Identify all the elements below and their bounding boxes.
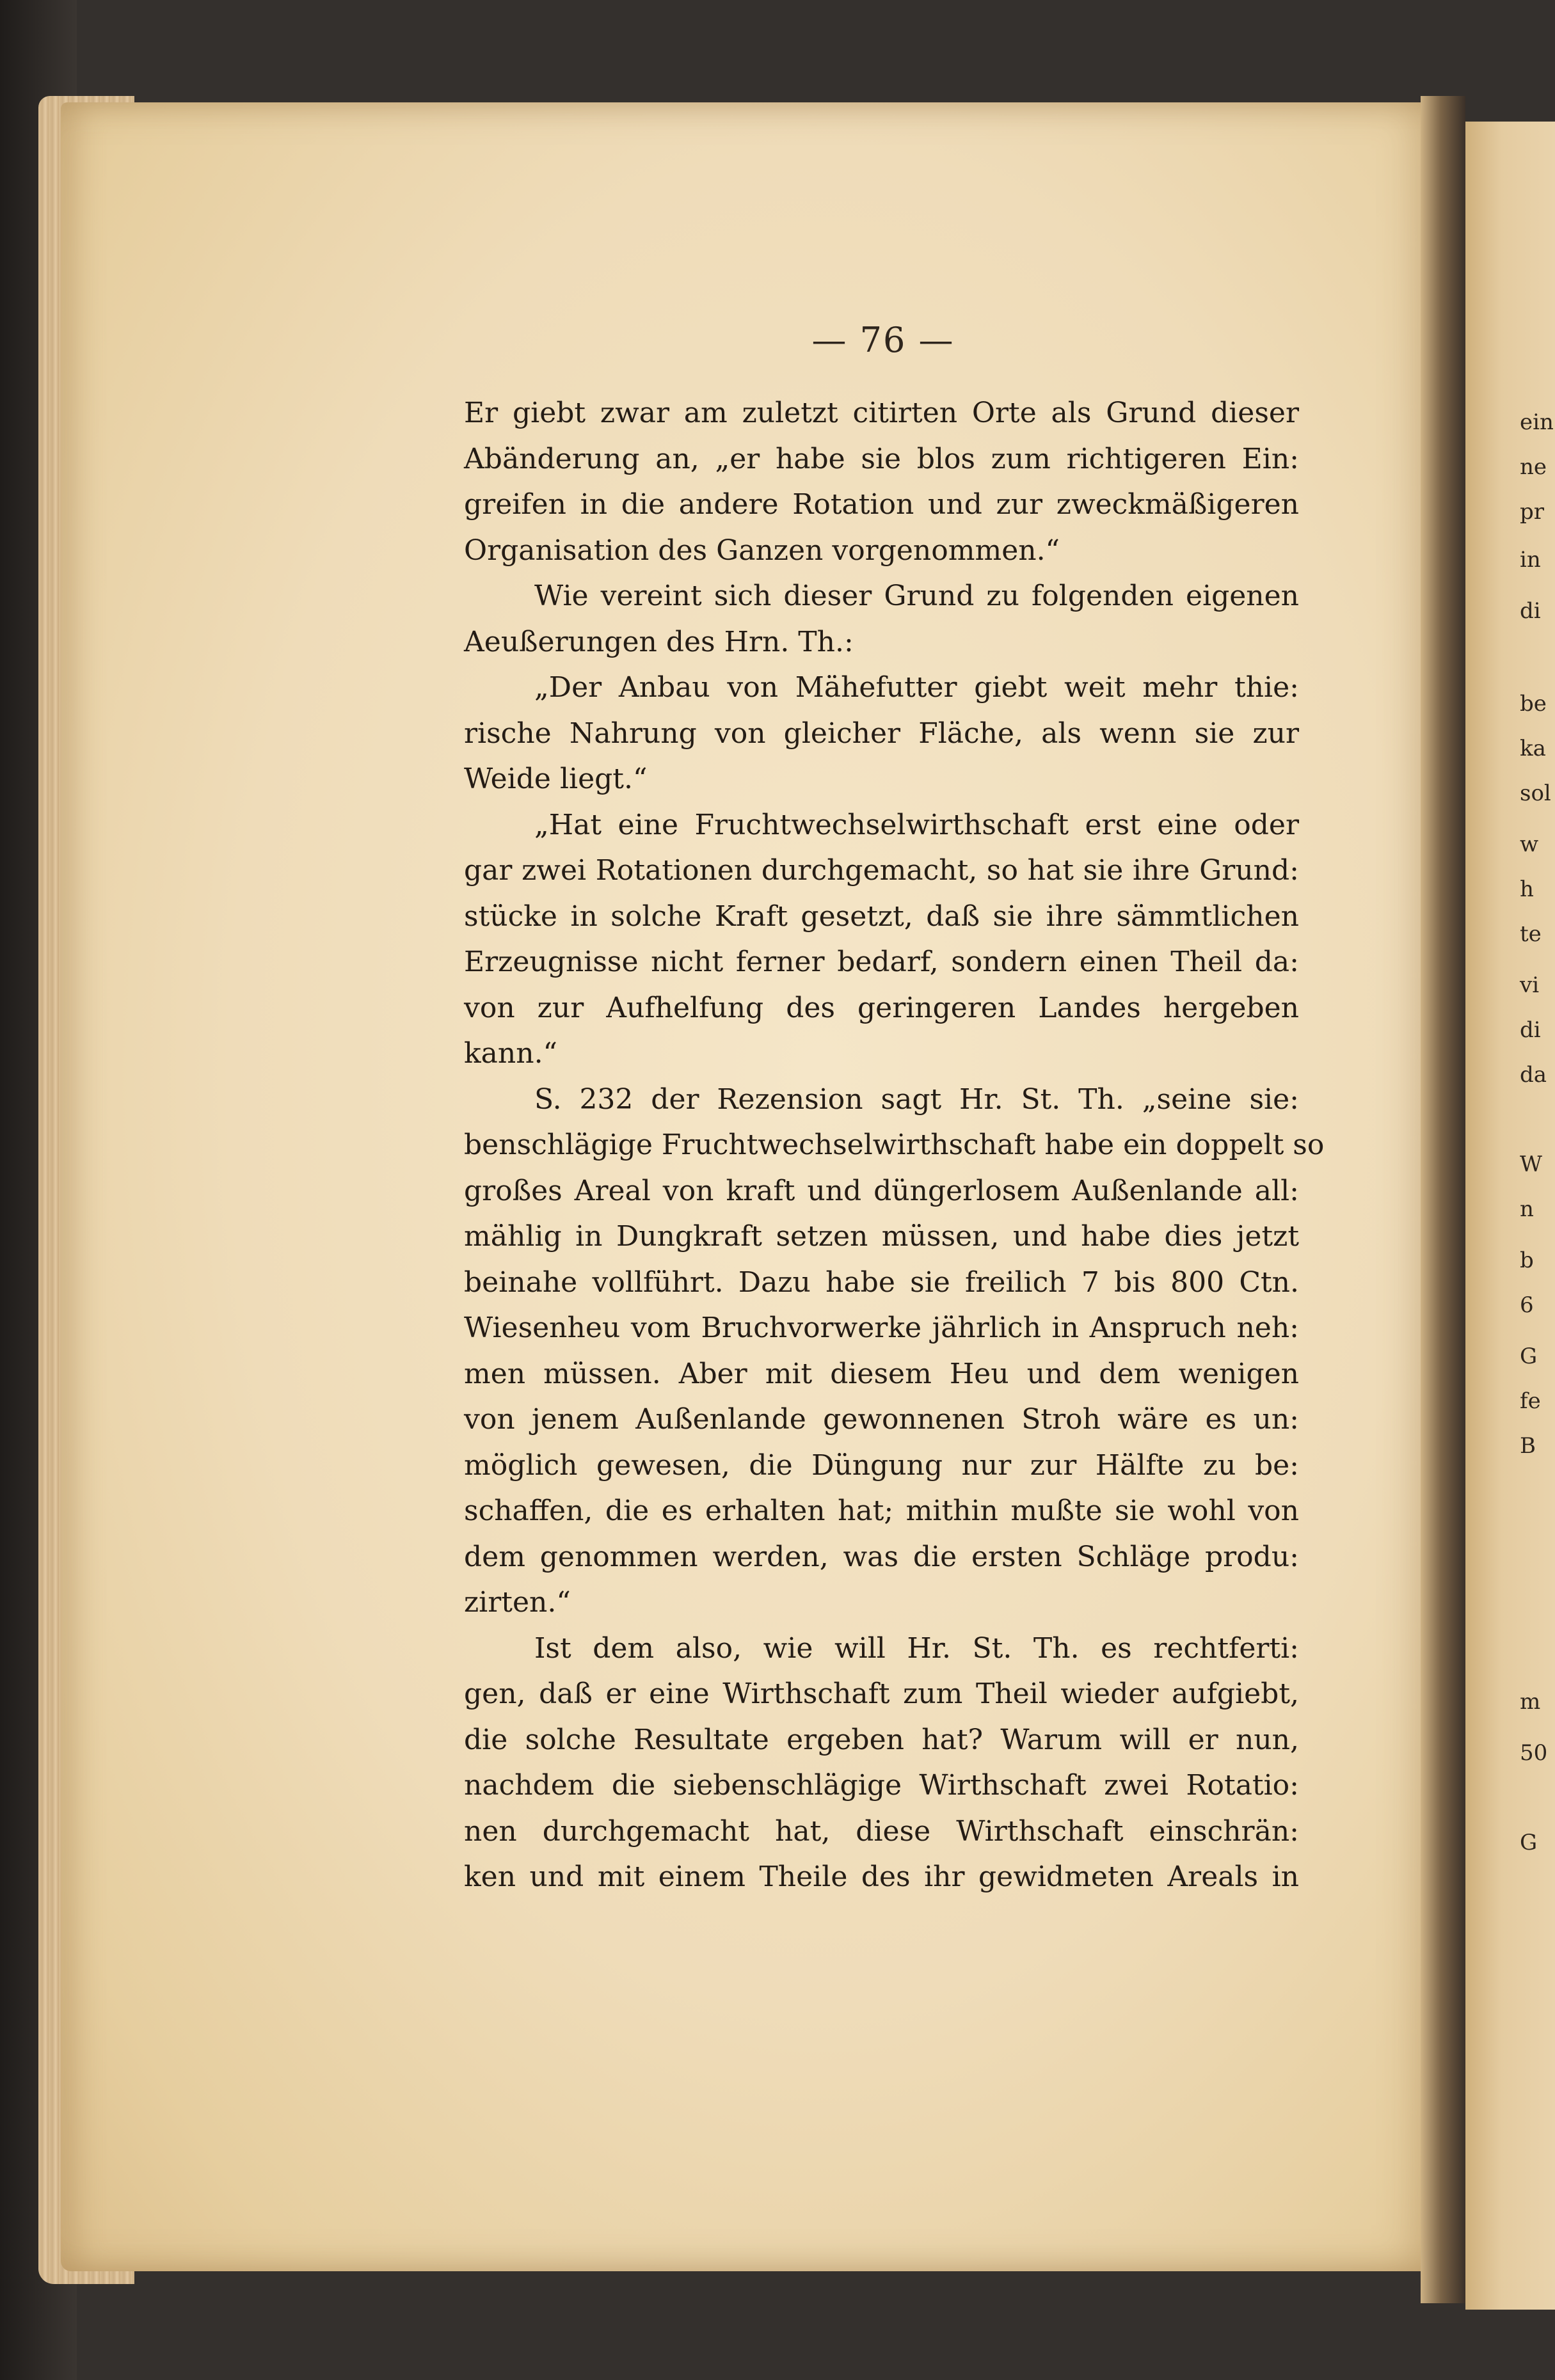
book-gutter [1421,96,1465,2303]
right-page-fragment: di [1520,598,1541,624]
text-line: men müssen. Aber mit diesem Heu und dem wenigen [464,1357,1299,1390]
text-line: gen, daß er eine Wirthschaft zum Theil wieder aufgiebt, [464,1678,1299,1710]
right-page-fragment: w [1520,832,1539,857]
text-line: Ist dem also, wie will Hr. St. Th. es rechtferti: [534,1631,1299,1665]
text-line: von jenem Außenlande gewonnenen Stroh wäre es un: [464,1403,1299,1436]
right-page-fragment: h [1520,877,1534,902]
text-line: zirten.“ [464,1586,571,1619]
right-page-fragment: G [1520,1830,1538,1855]
right-page-fragment: b [1520,1248,1534,1273]
body-text [464,390,1325,1900]
right-page-fragment: pr [1520,499,1545,525]
right-page-fragment: G [1520,1344,1538,1369]
text-line: kann.“ [464,1037,558,1070]
right-page-fragment: m [1520,1689,1541,1715]
right-page-fragment: fe [1520,1388,1541,1414]
text-line: nachdem die siebenschlägige Wirthschaft zwei Rotatio: [464,1769,1299,1802]
right-page-fragment: vi [1520,972,1540,998]
text-line: rische Nahrung von gleicher Fläche, als wenn sie zur [464,717,1299,750]
text-line: benschlägige Fruchtwechselwirthschaft habe ein doppelt so [464,1129,1325,1161]
right-page-fragment: n [1520,1196,1534,1222]
text-line: Aeußerungen des Hrn. Th.: [464,625,854,658]
text-line: Weide liegt.“ [464,763,648,795]
text-line: greifen in die andere Rotation und zur zweckmäßigeren [464,488,1299,521]
right-page-fragment: in [1520,547,1541,573]
text-line: „Hat eine Fruchtwechselwirthschaft erst eine oder [534,808,1299,841]
right-page-fragment: ka [1520,736,1546,761]
text-line: Er giebt zwar am zuletzt citirten Orte als Grund dieser [464,397,1299,429]
right-page-fragment: da [1520,1062,1547,1088]
right-page-fragment: sol [1520,781,1551,806]
text-line: ken und mit einem Theile des ihr gewidmeten Areals in [464,1860,1299,1893]
page-number: — 76 — [811,320,955,360]
text-line: Wie vereint sich dieser Grund zu folgenden eigenen [534,580,1299,612]
right-page-fragment: 6 [1520,1292,1534,1318]
text-line: S. 232 der Rezension sagt Hr. St. Th. „seine sie: [534,1083,1299,1116]
right-page-fragment: te [1520,921,1542,947]
right-page-edge [1465,122,1555,2310]
text-line: dem genommen werden, was die ersten Schläge produ: [464,1540,1299,1573]
text-line: schaffen, die es erhalten hat; mithin mußte sie wohl von [464,1495,1299,1527]
text-line: Abänderung an, „er habe sie blos zum richtigeren Ein: [464,442,1299,475]
text-line: nen durchgemacht hat, diese Wirthschaft einschrän: [464,1814,1299,1848]
right-page-fragment: W [1520,1152,1542,1177]
text-line: gar zwei Rotationen durchgemacht, so hat sie ihre Grund: [464,854,1299,887]
text-line: mählig in Dungkraft setzen müssen, und habe dies jetzt [464,1220,1299,1253]
text-line: „Der Anbau von Mähefutter giebt weit mehr thie: [534,671,1299,704]
text-line: Erzeugnisse nicht ferner bedarf, sondern einen Theil da: [464,946,1299,978]
right-page-fragment: ein [1520,409,1554,435]
right-page-fragment: di [1520,1017,1541,1043]
text-line: beinahe vollführt. Dazu habe sie freilich 7 bis 800 Ctn. [464,1265,1299,1299]
right-page-fragment: 50 [1520,1740,1548,1766]
text-line: die solche Resultate ergeben hat? Warum will er nun, [464,1723,1299,1756]
text-line: großes Areal von kraft und düngerlosem Außenlande all: [464,1174,1299,1207]
right-page-fragment: B [1520,1433,1536,1459]
text-line: von zur Aufhelfung des geringeren Landes hergeben [464,991,1299,1024]
text-line: Wiesenheu vom Bruchvorwerke jährlich in Anspruch neh: [464,1312,1299,1344]
text-line: stücke in solche Kraft gesetzt, daß sie ihre sämmtlichen [464,900,1299,933]
text-line: Organisation des Ganzen vorgenommen.“ [464,534,1060,567]
right-page-fragment: ne [1520,454,1547,480]
text-line: möglich gewesen, die Düngung nur zur Hälfte zu be: [464,1448,1299,1482]
right-page-fragment: be [1520,691,1547,717]
